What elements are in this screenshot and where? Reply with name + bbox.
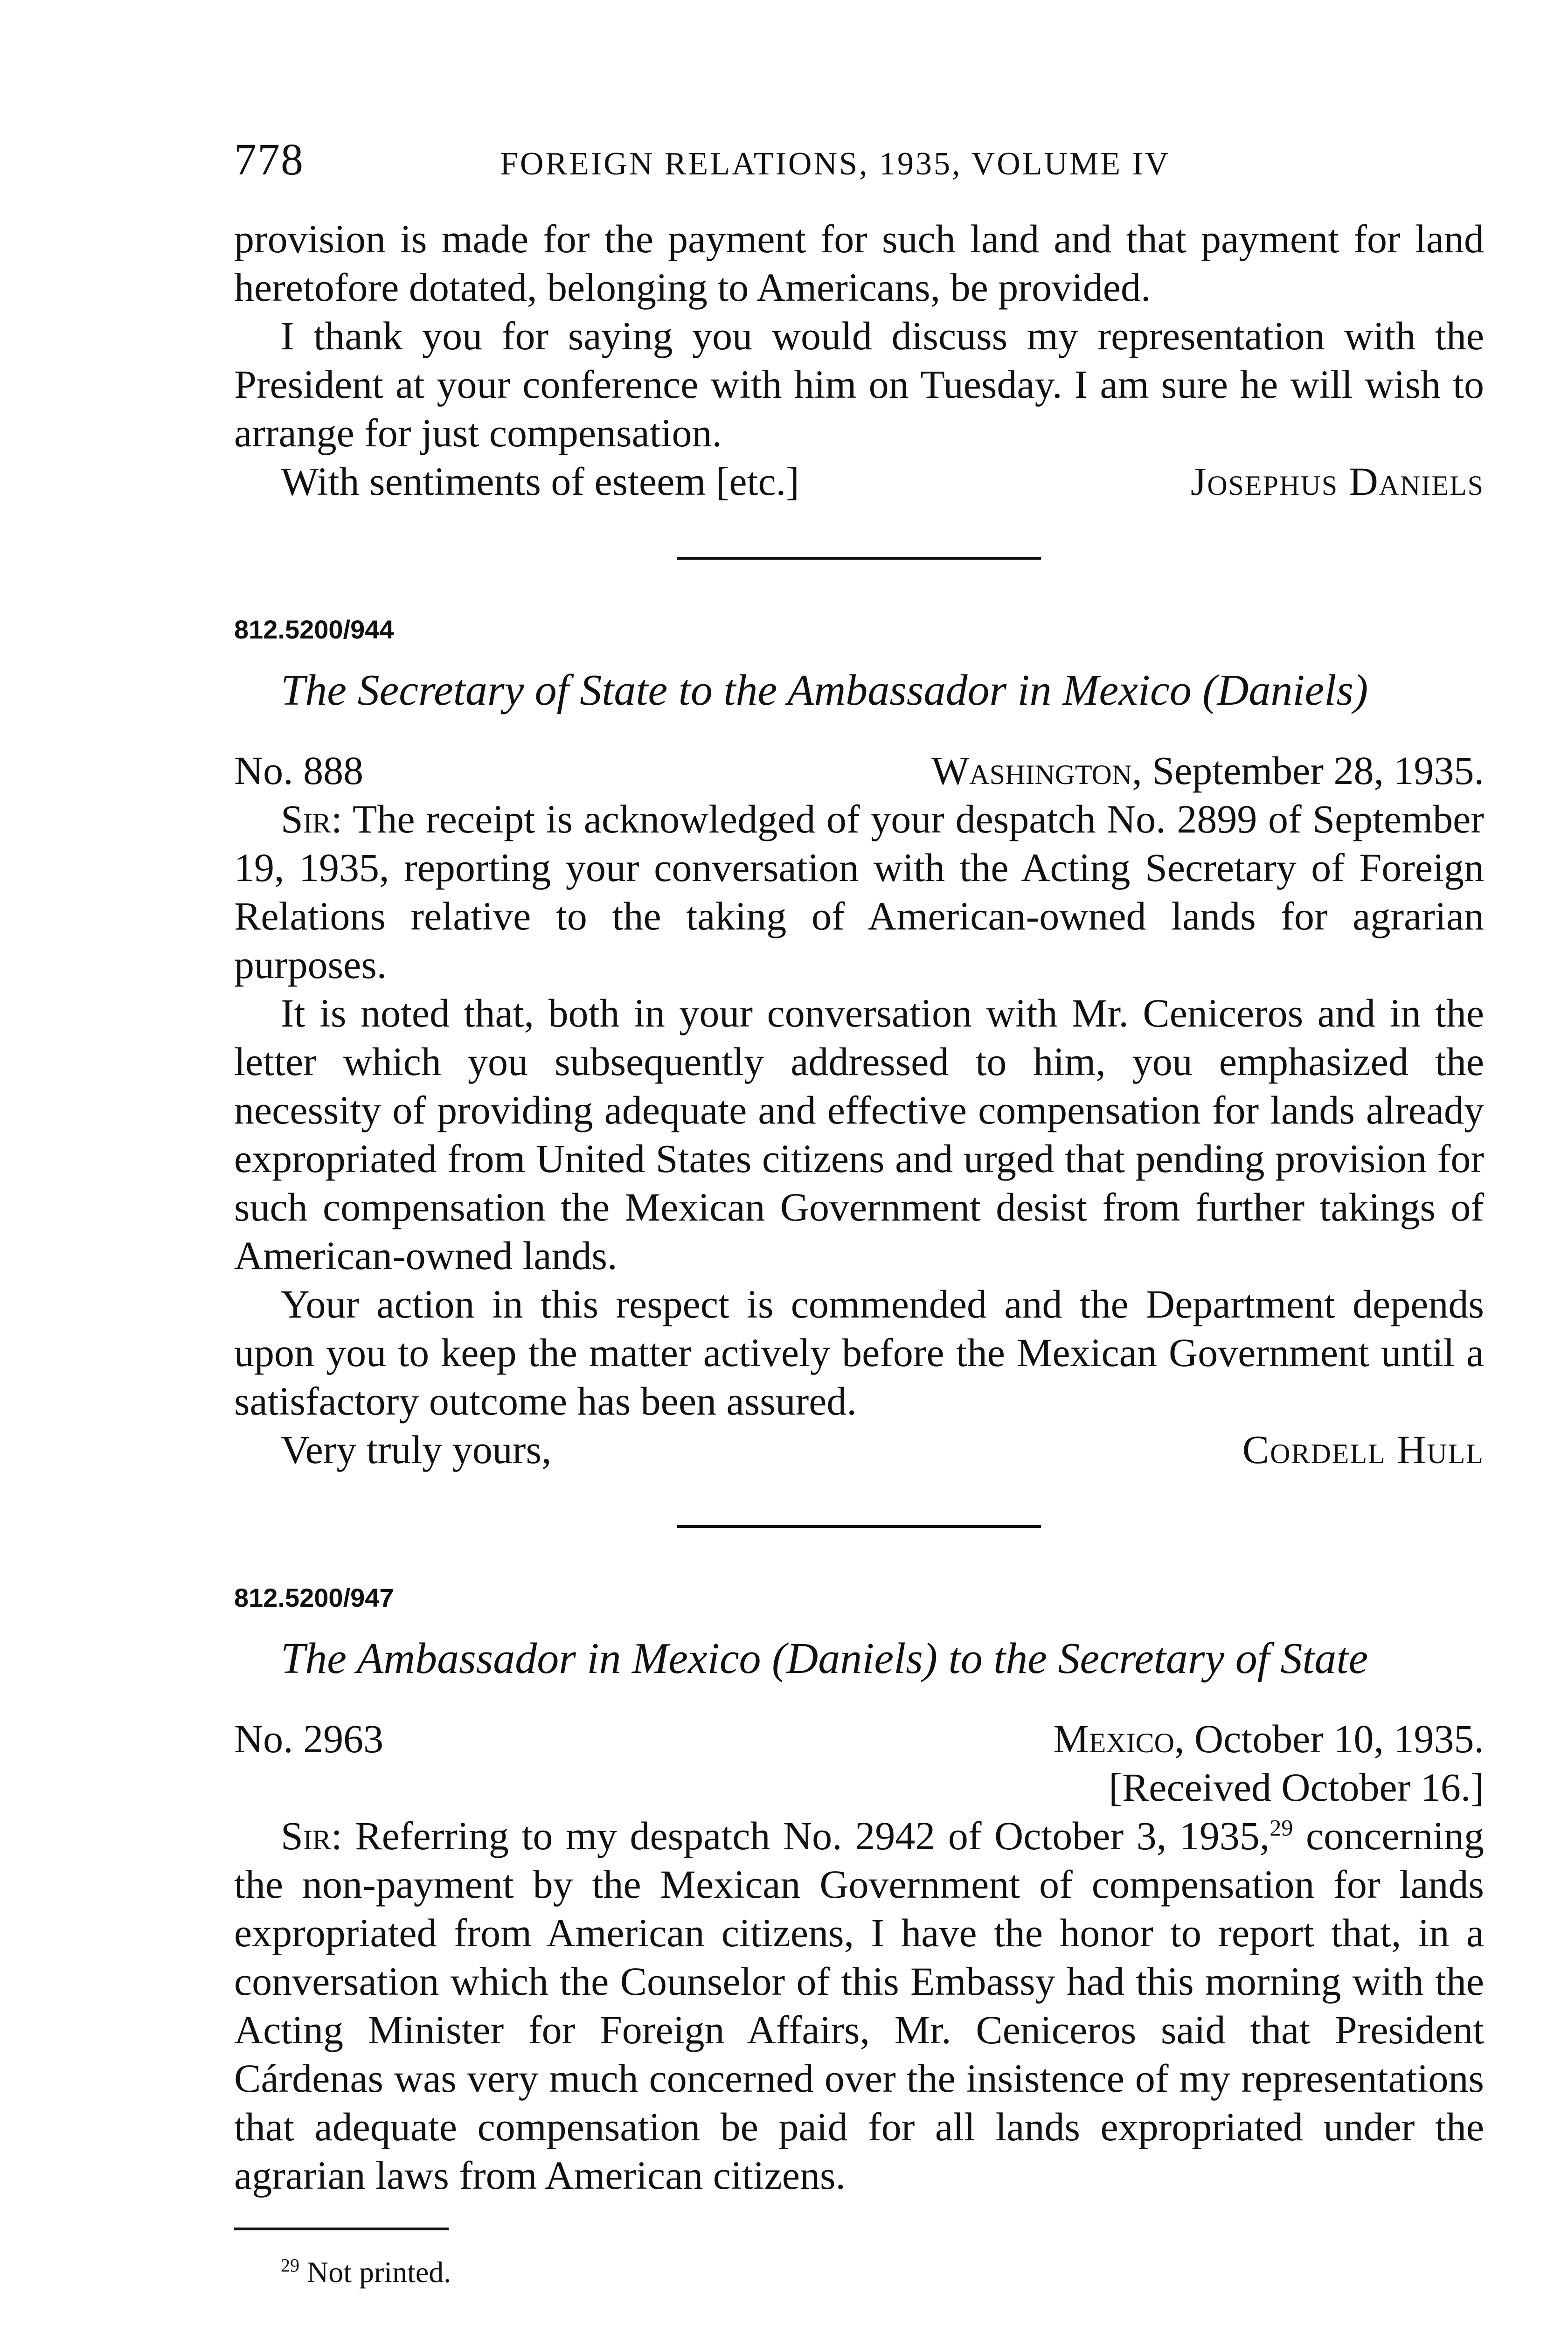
footnote-text: Not printed. — [307, 2256, 451, 2289]
page-header — [234, 135, 1484, 191]
body-paragraph — [234, 1811, 1484, 2200]
document-date-block — [1053, 1714, 1484, 1763]
paragraph-text: : Referring to my despatch No. 2942 of October 3, 1935, — [331, 1813, 1270, 1858]
paragraph-text: : The receipt is acknowledged of your despatch No. 2899 of September 19, 1935, reporting your conversation with the Acting Secretary of Foreign Relations relative to the taking of American-owned lands for agrarian purposes. — [234, 797, 1484, 987]
received-note: [Received October 16.] — [1109, 1765, 1484, 1810]
signature: Josephus Daniels — [1190, 459, 1484, 504]
footnote-marker: 29 — [281, 2255, 299, 2276]
footnote-divider — [234, 2228, 449, 2230]
document-place: Mexico — [1053, 1716, 1175, 1761]
file-number: 812.5200/944 — [234, 615, 394, 644]
document-page — [234, 135, 1484, 2291]
continuation-paragraph: provision is made for the payment for such land and that payment for land heretofore dotated, belonging to Americans, be provided. — [234, 216, 1484, 310]
body-paragraph — [234, 795, 1484, 989]
document-dateline — [234, 746, 1484, 795]
document-number: No. 888 — [234, 748, 364, 793]
page-number: 778 — [234, 134, 304, 184]
body-paragraph: It is noted that, both in your conversation with Mr. Ceniceros and in the letter which you subsequently addressed to him, you emphasized the necessity of providing adequate and effective compensation for lands already expropriated from United States citizens and urged that pending provision for such compensation the Mexican Government desist from further takings of American-owned lands. — [234, 991, 1484, 1278]
document-dateline — [234, 1714, 1484, 1763]
section-divider — [677, 557, 1041, 560]
body-paragraph: Your action in this respect is commended and the Department depends upon you to keep the matter actively before the Mexican Government until a satisfactory outcome has been assured. — [234, 1282, 1484, 1423]
continuation-closing — [234, 457, 1484, 506]
continuation-paragraph: I thank you for saying you would discuss my representation with the President at your conference with him on Tuesday. I am sure he will wish to arrange for just compensation. — [234, 313, 1484, 455]
document-title: The Secretary of State to the Ambassador in Mexico (Daniels) — [281, 666, 1368, 715]
section-divider — [677, 1525, 1041, 1528]
closing-text: Very truly yours, — [281, 1427, 552, 1472]
paragraph-text: concerning the non-payment by the Mexican Government of compensation for lands expropriated from American citizens, I have the honor to report that, in a conversation which the Counselor of this Embassy had this morning with the Acting Minister for Foreign Affairs, Mr. Ceniceros said that President Cárdenas was very much concerned over the insistence of my representations that adequate compensation be paid for all lands expropriated under the agrarian laws from American citizens. — [234, 1813, 1485, 2198]
document-date: , September 28, 1935. — [1132, 748, 1484, 793]
document-number: No. 2963 — [234, 1716, 384, 1761]
document-place: Washington — [931, 748, 1132, 793]
footnote-reference[interactable]: 29 — [1270, 1814, 1293, 1841]
running-head: FOREIGN RELATIONS, 1935, VOLUME IV — [500, 146, 1171, 182]
document-date: , October 10, 1935. — [1174, 1716, 1484, 1761]
closing-text: With sentiments of esteem [etc.] — [281, 459, 799, 504]
signature: Cordell Hull — [1242, 1427, 1484, 1472]
footnote — [234, 2254, 1484, 2291]
salutation: Sir — [281, 1813, 331, 1858]
document-date-block — [931, 746, 1484, 795]
file-number: 812.5200/947 — [234, 1583, 394, 1612]
document-closing — [234, 1425, 1484, 1474]
document-title: The Ambassador in Mexico (Daniels) to the Secretary of State — [281, 1634, 1368, 1683]
salutation: Sir — [281, 797, 331, 841]
